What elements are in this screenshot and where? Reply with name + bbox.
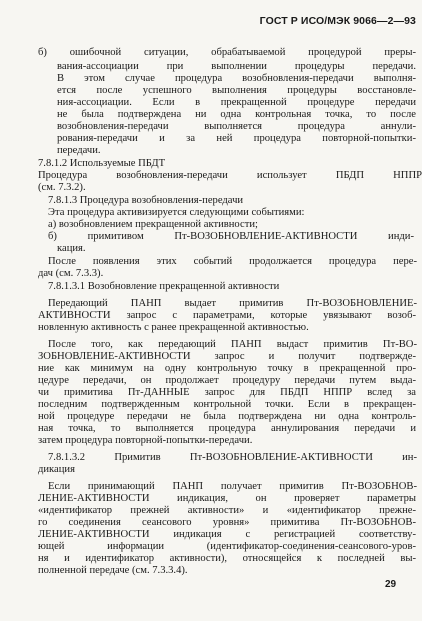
text-line: кация. — [57, 243, 86, 254]
text-line: вания-ассоциации при выполнении процедуры передачи. — [57, 61, 416, 72]
text-line: «идентификатор прежней активности» и «идентификатор прежне- — [38, 505, 416, 516]
text-line: ЛЕНИЕ-АКТИВНОСТИ индикация с регистрацией соответству- — [38, 529, 416, 540]
text-line: новленную активность с ранее прекращенной активностью. — [38, 322, 309, 333]
text-line: чи примитива Пт-ДАННЫЕ запрос для ПБДП НППР вслед за — [38, 387, 416, 398]
text-line: ния-ассоциации. Если в прекращенной процедуре передачи — [57, 97, 416, 108]
text-line: го соединения сеансового уровня» примитива Пт-ВОЗОБНОВ- — [38, 517, 416, 528]
text-line: 7.8.1.3.2 Примитив Пт-ВОЗОБНОВЛЕНИЕ-АКТИВНОСТИ ин- — [48, 452, 417, 463]
text-line: а) возобновлением прекращенной активности; — [48, 219, 258, 230]
text-line: ной процедуре передачи не была подтверждена ни одна контроль- — [38, 411, 416, 422]
text-line: В этом случае процедура возобновления-передачи выполня- — [57, 73, 416, 84]
text-line: 7.8.1.2 Используемые ПБДТ — [38, 158, 166, 169]
text-line: б) ошибочной ситуации, обрабатываемой процедурой преры- — [38, 47, 416, 58]
text-line: Процедура возобновления-передачи использует ПБДП НППР — [38, 170, 422, 181]
text-line: ется после успешного выполнения процедуры восстановле- — [57, 85, 416, 96]
text-line: ная точка, то выполняется процедура аннулирования передачи и — [38, 423, 416, 434]
text-line: (см. 7.3.2). — [38, 182, 86, 193]
text-line: 7.8.1.3 Процедура возобновления-передачи — [48, 195, 244, 206]
text-line: Передающий ПАНП выдает примитив Пт-ВОЗОБНОВЛЕНИЕ- — [48, 298, 417, 309]
text-line: ня и идентификатор активности), относящейся к последней вы- — [38, 553, 416, 564]
text-line: возобновления-передачи выполняется процедура аннули- — [57, 121, 416, 132]
text-line: дач (см. 7.3.3). — [38, 268, 104, 279]
running-header: ГОСТ Р ИСО/МЭК 9066—2—93 — [259, 15, 416, 27]
text-line: ющей информации (идентификатор-соединения-сеансового-уров- — [38, 541, 416, 552]
text-line: затем процедура повторной-попытки-передачи. — [38, 435, 253, 446]
text-line: ЛЕНИЕ-АКТИВНОСТИ индикация, он проверяет параметры — [38, 493, 416, 504]
text-line: После того, как передающий ПАНП выдаст примитив Пт-ВО- — [48, 339, 417, 350]
text-line: Если принимающий ПАНП получает примитив Пт-ВОЗОБНОВ- — [48, 481, 417, 492]
text-line: дикация — [38, 464, 75, 475]
text-line: б) примитивом Пт-ВОЗОБНОВЛЕНИЕ-АКТИВНОСТИ инди- — [48, 231, 414, 242]
text-line: рования-передачи и за ней процедура повторной-попытки- — [57, 133, 416, 144]
text-line: передачи. — [57, 145, 101, 156]
text-line: После появления этих событий продолжается процедура пере- — [48, 256, 417, 267]
text-line: АКТИВНОСТИ запрос с параметрами, которые увязывают возоб- — [38, 310, 416, 321]
text-line: полненной передаче (см. 7.3.3.4). — [38, 565, 188, 576]
text-line: цедуре передачи, он продолжает процедуру передачи путем выда- — [38, 375, 416, 386]
text-line: 7.8.1.3.1 Возобновление прекращенной активности — [48, 281, 280, 292]
text-line: ние как минимум на одну контрольную точку в прекращенной про- — [38, 363, 416, 374]
text-line: ЗОБНОВЛЕНИЕ-АКТИВНОСТИ запрос и получит подтвержде- — [38, 351, 416, 362]
page-number: 29 — [385, 579, 397, 590]
text-line: не была подтверждена ни одна контрольная точка, то после — [57, 109, 416, 120]
text-line: Эта процедура активизируется следующими событиями: — [48, 207, 305, 218]
text-line: последним подтвержденным контрольной точки. Если в прекращен- — [38, 399, 416, 410]
